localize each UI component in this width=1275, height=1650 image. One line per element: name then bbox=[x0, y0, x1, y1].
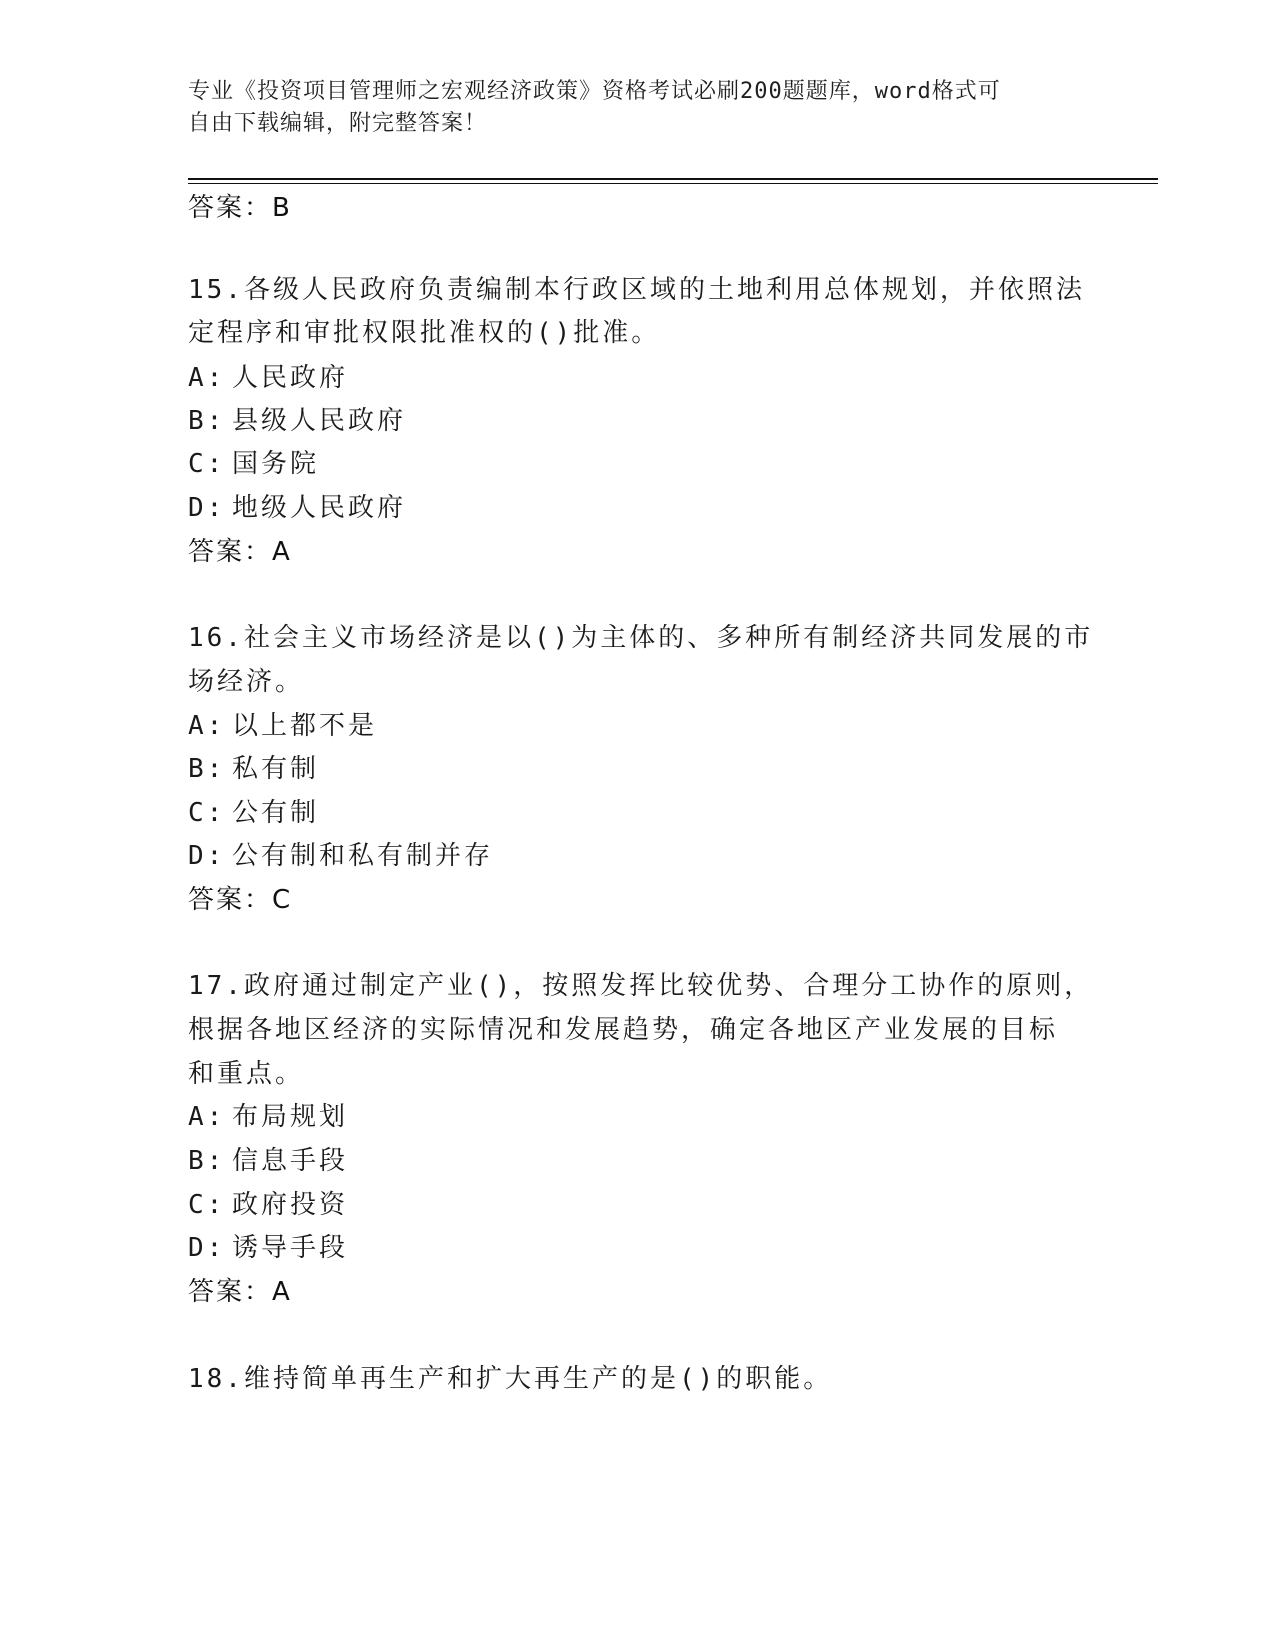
header-line-2: 自由下载编辑，附完整答案！ bbox=[188, 111, 488, 136]
option-b bbox=[188, 403, 406, 439]
option-text: 私有制 bbox=[232, 754, 320, 784]
question-stem-line: 18.维持简单再生产和扩大再生产的是()的职能。 bbox=[188, 1364, 833, 1394]
option-c bbox=[188, 1187, 348, 1223]
previous-answer: 答案：B bbox=[188, 193, 292, 223]
option-d bbox=[188, 838, 493, 874]
question-stem-line: 根据各地区经济的实际情况和发展趋势，确定各地区产业发展的目标 bbox=[188, 1015, 1059, 1045]
option-d bbox=[188, 490, 406, 526]
option-key: A: bbox=[188, 363, 226, 393]
option-d bbox=[188, 1230, 348, 1266]
document-header bbox=[188, 76, 1088, 140]
option-b bbox=[188, 1143, 348, 1179]
answer: 答案：A bbox=[188, 1277, 292, 1307]
option-key: A: bbox=[188, 711, 226, 741]
option-key: D: bbox=[188, 493, 226, 523]
question-stem-line: 定程序和审批权限批准权的()批准。 bbox=[188, 318, 661, 348]
option-text: 政府投资 bbox=[232, 1190, 349, 1220]
option-text: 国务院 bbox=[232, 449, 320, 479]
question-stem-line: 15.各级人民政府负责编制本行政区域的土地利用总体规划，并依照法 bbox=[188, 275, 1085, 305]
question-stem-line: 场经济。 bbox=[188, 667, 305, 697]
header-line-1: 专业《投资项目管理师之宏观经济政策》资格考试必刷200题题库，word格式可 bbox=[188, 79, 1001, 104]
option-text: 诱导手段 bbox=[232, 1233, 349, 1263]
question-stem-line: 16.社会主义市场经济是以()为主体的、多种所有制经济共同发展的市 bbox=[188, 623, 1094, 653]
option-text: 地级人民政府 bbox=[232, 493, 407, 523]
option-key: A: bbox=[188, 1102, 226, 1132]
option-text: 公有制 bbox=[232, 798, 320, 828]
option-a bbox=[188, 360, 348, 396]
option-key: C: bbox=[188, 798, 226, 828]
option-key: C: bbox=[188, 449, 226, 479]
option-text: 人民政府 bbox=[232, 363, 349, 393]
answer: 答案：A bbox=[188, 537, 292, 567]
option-key: D: bbox=[188, 841, 226, 871]
question-stem-line: 和重点。 bbox=[188, 1059, 305, 1089]
option-key: B: bbox=[188, 406, 226, 436]
option-key: B: bbox=[188, 754, 226, 784]
header-divider-thick bbox=[188, 178, 1158, 180]
option-text: 信息手段 bbox=[232, 1146, 349, 1176]
option-text: 布局规划 bbox=[232, 1102, 349, 1132]
option-key: B: bbox=[188, 1146, 226, 1176]
option-key: C: bbox=[188, 1190, 226, 1220]
answer: 答案：C bbox=[188, 885, 293, 915]
question-stem-line: 17.政府通过制定产业()，按照发挥比较优势、合理分工协作的原则， bbox=[188, 971, 1094, 1001]
option-c bbox=[188, 446, 319, 482]
option-a bbox=[188, 1099, 348, 1135]
option-text: 公有制和私有制并存 bbox=[232, 841, 494, 871]
header-divider-thin bbox=[188, 183, 1158, 184]
option-text: 县级人民政府 bbox=[232, 406, 407, 436]
option-b bbox=[188, 751, 319, 787]
option-c bbox=[188, 795, 319, 831]
option-text: 以上都不是 bbox=[232, 711, 378, 741]
option-a bbox=[188, 708, 377, 744]
option-key: D: bbox=[188, 1233, 226, 1263]
